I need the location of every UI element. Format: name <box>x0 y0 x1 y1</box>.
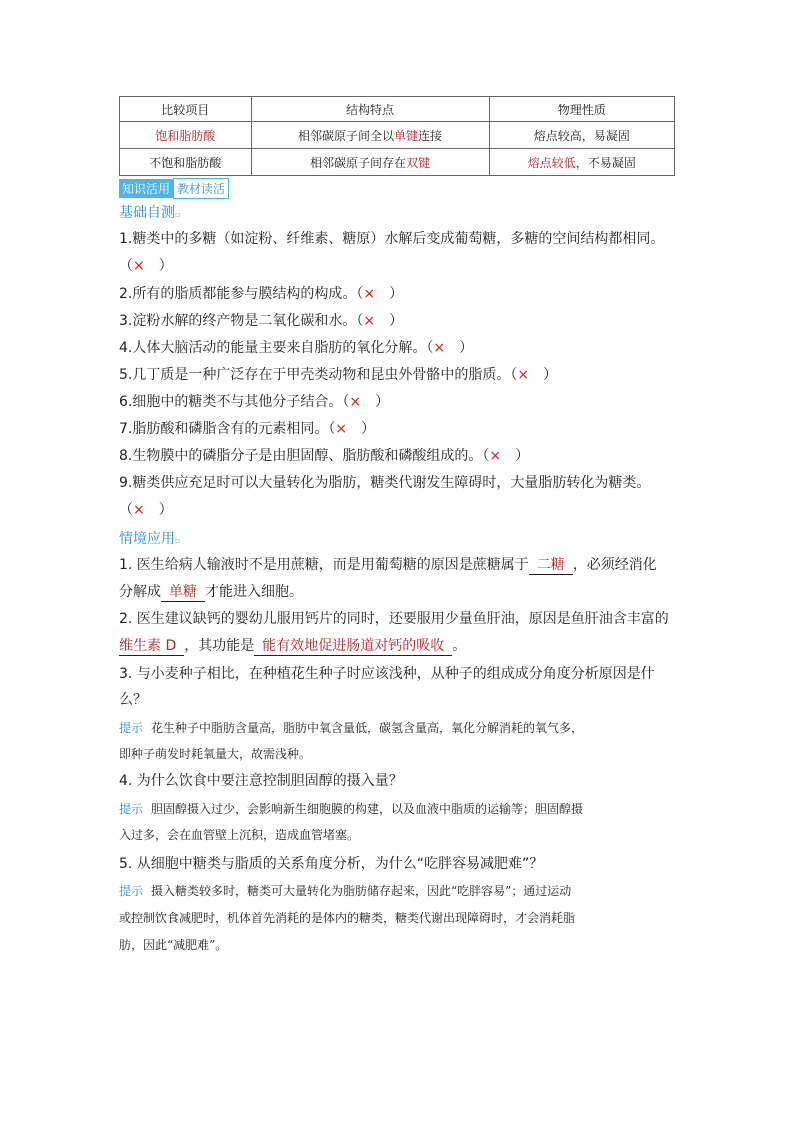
quiz-item: 2.所有的脂质都能参与膜结构的构成。（× ） <box>119 286 404 302</box>
section-tags <box>119 178 229 199</box>
quiz-text: 4.人体大脑活动的能量主要来自脂肪的氧化分解。 <box>119 340 427 356</box>
quiz-item <box>119 229 664 249</box>
question-text: 5. 从细胞中糖类与脂质的关系角度分析，为什么“吃胖容易减肥难”？ <box>119 856 544 872</box>
hint-text: 花生种子中脂肪含量高，脂肪中氧含量低，碳氢含量高，氧化分解消耗的氧气多， <box>151 721 584 735</box>
question-2-cont <box>119 636 466 656</box>
question-text: 才能进入细胞。 <box>205 584 303 600</box>
quiz-item: 6.细胞中的糖类不与其他分子结合。（× ） <box>119 394 390 410</box>
question-text: 么？ <box>119 692 147 708</box>
cross-mark-icon: × <box>133 502 145 518</box>
cross-mark-icon: × <box>363 313 376 329</box>
hint-label: 提示 <box>119 802 144 816</box>
quiz-answer: （× ） <box>119 502 173 518</box>
tag-knowledge: 知识活用 <box>119 179 173 198</box>
hint-label: 提示 <box>119 721 144 735</box>
table-cell <box>251 122 489 149</box>
quiz-item: 3.淀粉水解的终产物是二氧化碳和水。（× ） <box>119 313 404 329</box>
question-text: ，必须经消化 <box>572 557 657 573</box>
quiz-text: 2.所有的脂质都能参与膜结构的构成。 <box>119 286 357 302</box>
hint-5-cont <box>119 908 575 928</box>
question-3 <box>119 664 655 684</box>
table-cell: 不饱和脂肪酸 <box>120 149 252 176</box>
hint-4-cont <box>119 825 359 845</box>
question-text: 3. 与小麦种子相比，在种植花生种子时应该浅种，从种子的组成成分角度分析原因是什 <box>119 666 655 682</box>
hint-text: 入过多，会在血管壁上沉积，造成血管堵塞。 <box>119 828 360 842</box>
question-text: ，其功能是 <box>184 638 255 654</box>
quiz-text: 9.糖类供应充足时可以大量转化为脂肪，糖类代谢发生障碍时，大量脂肪转化为糖类。 <box>119 475 651 491</box>
header-cell: 物理性质 <box>489 97 674 122</box>
question-4 <box>119 771 403 791</box>
quiz-answer: （× ） <box>119 258 173 274</box>
square-icon: ▫ <box>175 210 181 219</box>
question-3-cont <box>119 690 147 710</box>
section-title-text: 情境应用 <box>119 531 175 547</box>
quiz-text: 7.脂肪酸和磷脂含有的元素相同。 <box>119 421 329 437</box>
section-title-scenario <box>119 528 180 548</box>
header-cell: 结构特点 <box>251 97 489 122</box>
quiz-text: 5.几丁质是一种广泛存在于甲壳类动物和昆虫外骨骼中的脂质。 <box>119 367 511 383</box>
answer-blank: 维生素 D <box>119 637 184 656</box>
section-title-basic <box>119 202 180 222</box>
cell-highlight: 单键 <box>394 128 419 143</box>
cell-text: 相邻碳原子间全以 <box>298 128 395 143</box>
answer-blank: 能有效地促进肠道对钙的吸收 <box>254 637 452 656</box>
header-cell: 比较项目 <box>120 97 252 122</box>
quiz-text: 6.细胞中的糖类不与其他分子结合。 <box>119 394 343 410</box>
table-row <box>120 122 675 149</box>
question-1-cont <box>119 582 303 602</box>
cell-text: ，不易凝固 <box>575 155 636 170</box>
quiz-text: 3.淀粉水解的终产物是二氧化碳和水。 <box>119 313 357 329</box>
table-cell: 饱和脂肪酸 <box>120 122 252 149</box>
hint-text: 肪，因此“减肥难”。 <box>119 938 228 952</box>
answer-blank: 二糖 <box>529 556 573 575</box>
hint-text: 胆固醇摄入过少，会影响新生细胞膜的构建，以及血液中脂质的运输等；胆固醇摄 <box>151 802 584 816</box>
quiz-item: 8.生物膜中的磷脂分子是由胆固醇、脂肪酸和磷酸组成的。（× ） <box>119 448 530 464</box>
square-icon: ▫ <box>175 536 181 545</box>
table-cell <box>251 149 489 176</box>
hint-3 <box>119 718 583 738</box>
quiz-text: 1.糖类中的多糖（如淀粉、纤维素、糖原）水解后变成葡萄糖，多糖的空间结构都相同。 <box>119 231 665 247</box>
hint-3-cont <box>119 744 311 764</box>
cross-mark-icon: × <box>517 367 530 383</box>
tag-textbook: 教材读活 <box>173 178 229 199</box>
cell-text: 熔点较高，易凝固 <box>533 128 630 143</box>
quiz-item <box>119 473 650 493</box>
cell-highlight: 熔点较低 <box>527 155 576 170</box>
hint-text: 即种子萌发时耗氧量大，故需浅种。 <box>119 747 312 761</box>
hint-text: 或控制饮食减肥时，机体首先消耗的是体内的糖类，糖类代谢出现障碍时，才会消耗脂 <box>119 911 576 925</box>
table-row <box>120 149 675 176</box>
cross-mark-icon: × <box>489 448 502 464</box>
cross-mark-icon: × <box>335 421 348 437</box>
hint-label: 提示 <box>119 884 144 898</box>
section-title-text: 基础自测 <box>119 205 175 221</box>
cross-mark-icon: × <box>363 286 376 302</box>
cell-text: 相邻碳原子间存在 <box>310 155 407 170</box>
table-header-row <box>120 97 675 122</box>
question-5 <box>119 854 543 874</box>
quiz-item: 4.人体大脑活动的能量主要来自脂肪的氧化分解。（× ） <box>119 340 474 356</box>
hint-text: 摄入糖类较多时，糖类可大量转化为脂肪储存起来，因此“吃胖容易”；通过运动 <box>151 884 572 898</box>
question-text: 。 <box>452 638 467 654</box>
quiz-text: 8.生物膜中的磷脂分子是由胆固醇、脂肪酸和磷酸组成的。 <box>119 448 483 464</box>
quiz-item: 5.几丁质是一种广泛存在于甲壳类动物和昆虫外骨骼中的脂质。（× ） <box>119 367 558 383</box>
table-cell <box>489 149 674 176</box>
table-cell <box>489 122 674 149</box>
question-text: 1. 医生给病人输液时不是用蔗糖，而是用葡萄糖的原因是蔗糖属于 <box>119 557 529 573</box>
hint-5-cont <box>119 935 227 955</box>
question-text: 2. 医生建议缺钙的婴幼儿服用钙片的同时，还要服用少量鱼肝油，原因是鱼肝油含丰富的 <box>119 611 669 627</box>
question-1 <box>119 555 657 575</box>
cell-highlight: 双键 <box>406 155 431 170</box>
answer-blank: 单糖 <box>161 583 205 602</box>
question-text: 分解成 <box>119 584 161 600</box>
cell-text: 连接 <box>418 128 443 143</box>
question-2 <box>119 609 669 629</box>
cross-mark-icon: × <box>133 258 145 274</box>
comparison-table <box>119 96 675 176</box>
hint-5 <box>119 881 571 901</box>
cross-mark-icon: × <box>349 394 362 410</box>
cross-mark-icon: × <box>433 340 446 356</box>
question-text: 4. 为什么饮食中要注意控制胆固醇的摄入量？ <box>119 773 403 789</box>
hint-4 <box>119 799 583 819</box>
quiz-item: 7.脂肪酸和磷脂含有的元素相同。（× ） <box>119 421 376 437</box>
